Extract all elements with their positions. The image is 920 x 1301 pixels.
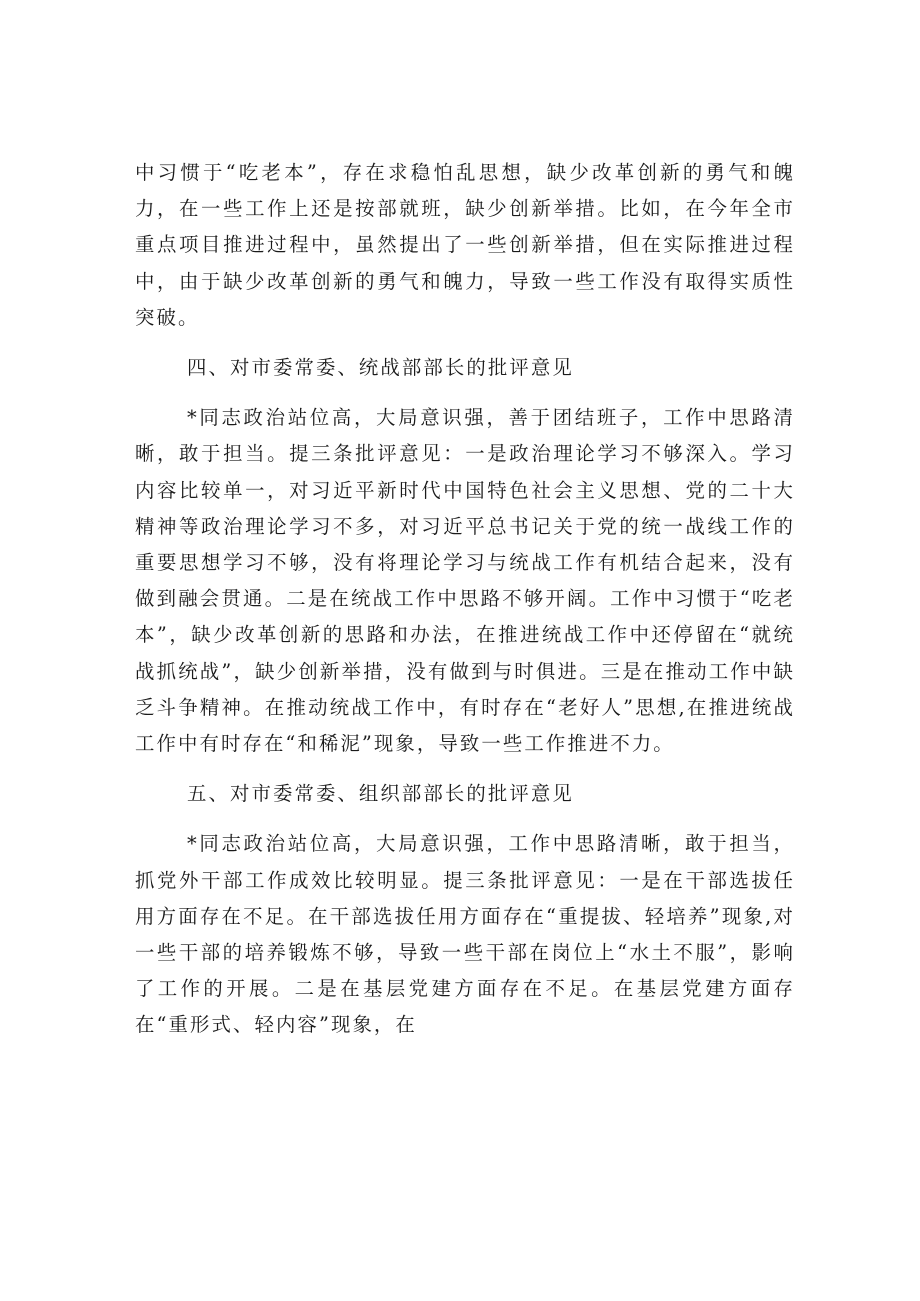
section-heading-five: 五、对市委常委、组织部部长的批评意见 [187, 782, 574, 806]
document-body [135, 155, 795, 1058]
paragraph-united-front-critique: *同志政治站位高，大局意识强，善于团结班子，工作中思路清晰，敢于担当。提三条批评意见：一是政治理论学习不够深入。学习内容比较单一，对习近平新时代中国特色社会主义思想、党的二十大精神等政治理论学习不多，对习近平总书记关于党的统一战线工作的重要思想学习不够，没有将理论学习与统战工作有机结合起来，没有做到融会贯通。二是在统战工作中思路不够开阔。工作中习惯于“吃老本”，缺少改革创新的思路和办法，在推进统战工作中还停留在“就统战抓统战”，缺少创新举措，没有做到与时俱进。三是在推动工作中缺乏斗争精神。在推动统战工作中，有时存在“老好人”思想,在推进统战工作中有时存在“和稀泥”现象，导致一些工作推进不力。 [135, 406, 795, 756]
section-heading-four: 四、对市委常委、统战部部长的批评意见 [187, 356, 574, 380]
paragraph-continuation: 中习惯于“吃老本”，存在求稳怕乱思想，缺少改革创新的勇气和魄力，在一些工作上还是按部就班，缺少创新举措。比如，在今年全市重点项目推进过程中，虽然提出了一些创新举措，但在实际推进过程中，由于缺少改革创新的勇气和魄力，导致一些工作没有取得实质性突破。 [135, 161, 795, 329]
paragraph-organization-critique: *同志政治站位高，大局意识强，工作中思路清晰，敢于担当，抓党外干部工作成效比较明显。提三条批评意见：一是在干部选拔任用方面存在不足。在干部选拔任用方面存在“重提拔、轻培养”现象,对一些干部的培养锻炼不够，导致一些干部在岗位上“水土不服”，影响了工作的开展。二是在基层党建方面存在不足。在基层党建方面存在“重形式、轻内容”现象，在 [135, 832, 795, 1037]
